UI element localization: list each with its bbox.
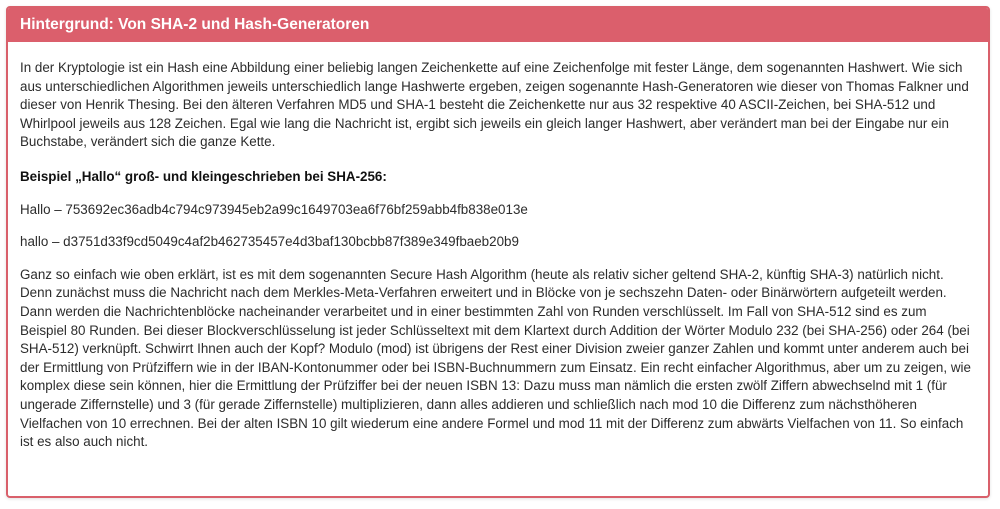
infobox	[6, 6, 990, 498]
example-heading: Beispiel „Hallo“ groß- und kleingeschrieben bei SHA-256:	[20, 168, 387, 184]
intro-paragraph: In der Kryptologie ist ein Hash eine Abbildung einer beliebig langen Zeichenkette auf eine Zeichenfolge mit fester Länge, dem sogenannten Hashwert. Wie sich aus unterschiedlichen Algorithmen jeweils unterschiedlich lange Hashwerte ergeben, zeigen sogenannte Hash-Generatoren wie dieser von Thomas Falkner und dieser von Henrik Thesing. Bei den älteren Verfahren MD5 und SHA-1 besteht die Zeichenkette nur aus 32 respektive 40 ASCII-Zeichen, bei SHA-512 und Whirlpool jeweils aus 128 Zeichen. Egal wie lang die Nachricht ist, ergibt sich jeweils ein gleich langer Hashwert, aber verändert man bei der Eingabe nur ein Buchstabe, verändert sich die ganze Kette.	[20, 60, 969, 150]
infobox-body	[8, 42, 988, 452]
hash-lowercase-line: hallo – d3751d33f9cd5049c4af2b462735457e4d3baf130bcbb87f389e349fbaeb20b9	[20, 234, 519, 250]
details-paragraph: Ganz so einfach wie oben erklärt, ist es mit dem sogenannten Secure Hash Algorithm (heute als relativ sicher geltend SHA-2, künftig SHA-3) natürlich nicht. Denn zunächst muss die Nachricht nach dem Merkles-Meta-Verfahren erweitert und in Blöcke von je sechszehn Daten- oder Binärwörtern aufgeteilt werden. Dann werden die Nachrichtenblöcke nacheinander verarbeitet und in einer bestimmten Zahl von Runden verschlüsselt. Im Fall von SHA-512 sind es zum Beispiel 80 Runden. Bei dieser Blockverschlüsselung ist jeder Schlüsseltext mit dem Klartext durch Addition der Wörter Modulo 232 (bei SHA-256) oder 264 (bei SHA-512) verknüpft. Schwirrt Ihnen auch der Kopf? Modulo (mod) ist übrigens der Rest einer Division zweier ganzer Zahlen und kommt unter anderem auch bei der Ermittlung von Prüfziffern wie in der IBAN-Kontonummer oder bei ISBN-Buchnummern zum Einsatz. Ein recht einfacher Algorithmus, aber um zu zeigen, wie komplex diese sein können, hier die Ermittlung der Prüfziffer bei der neuen ISBN 13: Dazu muss man nämlich die ersten zwölf Ziffern abwechselnd mit 1 (für ungerade Ziffernstelle) und 3 (für gerade Ziffernstelle) multiplizieren, dann alles addieren und schließlich nach mod 10 die Differenz zum nächsthöheren Vielfachen von 10 errechnen. Bei der alten ISBN 10 gilt wiederum eine andere Formel und mod 11 mit der Differenz zum abwärts Vielfachen von 11. So einfach ist es also auch nicht.	[20, 266, 971, 450]
infobox-title: Hintergrund: Von SHA-2 und Hash-Generatoren	[8, 8, 988, 42]
hash-uppercase-line: Hallo – 753692ec36adb4c794c973945eb2a99c1649703ea6f76bf259abb4fb838e013e	[20, 201, 528, 217]
